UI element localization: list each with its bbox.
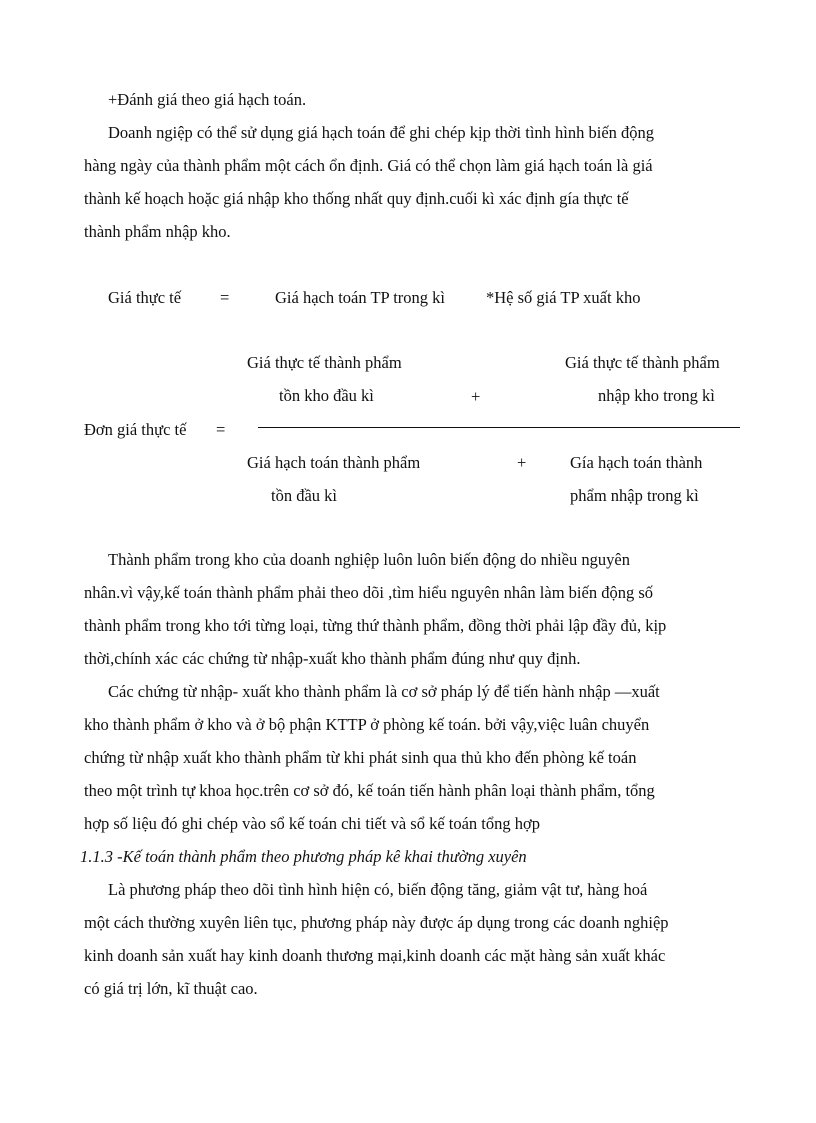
numerator-plus: + (471, 387, 481, 406)
text-line: kho thành phẩm ở kho và ở bộ phận KTTP ở phòng kế toán. bởi vậy,việc luân chuyển (84, 715, 650, 734)
text-line: thời,chính xác các chứng từ nhập-xuất kho thành phẩm đúng như quy định. (84, 649, 581, 668)
text-line: theo một trình tự khoa học.trên cơ sở đó, kế toán tiến hành phân loại thành phẩm, tổng (84, 781, 655, 800)
text-line: thành kế hoạch hoặc giá nhập kho thống nhất quy định.cuối kì xác định gía thực tế (84, 189, 629, 208)
text-line: kinh doanh sản xuất hay kinh doanh thương mại,kinh doanh các mặt hàng sản xuất khác (84, 946, 666, 965)
text-line: Thành phẩm trong kho của doanh nghiệp luôn luôn biến động do nhiều nguyên (108, 550, 630, 569)
numerator-left: Giá thực tế thành phẩm (247, 353, 402, 372)
denominator-right: phẩm nhập trong kì (570, 486, 699, 505)
formula-lhs: Đơn giá thực tế (84, 420, 187, 439)
formula-equals: = (220, 288, 230, 307)
text-line: hàng ngày của thành phẩm một cách ổn định. Giá có thể chọn làm giá hạch toán là giá (84, 156, 653, 175)
text-line: Doanh ngiệp có thể sử dụng giá hạch toán để ghi chép kịp thời tình hình biến động (108, 123, 655, 142)
numerator-right: Giá thực tế thành phẩm (565, 353, 720, 372)
formula-term: Giá hạch toán TP trong kì (275, 288, 446, 307)
section-heading: 1.1.3 -Kế toán thành phẩm theo phương pháp kê khai thường xuyên (80, 847, 527, 866)
fraction-bar (258, 427, 740, 428)
formula-lhs: Giá thực tế (108, 288, 182, 307)
numerator-right: nhập kho trong kì (598, 386, 715, 405)
text-line: +Đánh giá theo giá hạch toán. (108, 90, 307, 109)
text-line: hợp số liệu đó ghi chép vào sổ kế toán chi tiết và sổ kế toán tổng hợp (84, 814, 540, 833)
formula-term: *Hệ số giá TP xuất kho (486, 288, 641, 307)
text-line: Các chứng từ nhập- xuất kho thành phẩm là cơ sở pháp lý để tiến hành nhập —xuất (108, 682, 660, 701)
text-line: thành phẩm trong kho tới từng loại, từng thứ thành phẩm, đồng thời phải lập đầy đủ, kịp (84, 616, 667, 635)
text-line: một cách thường xuyên liên tục, phương pháp này được áp dụng trong các doanh nghiệp (84, 913, 669, 932)
denominator-left: Giá hạch toán thành phẩm (247, 453, 421, 472)
numerator-left: tồn kho đầu kì (279, 386, 374, 405)
formula-equals: = (216, 420, 226, 439)
text-line: có giá trị lớn, kĩ thuật cao. (84, 979, 258, 998)
denominator-right: Gía hạch toán thành (570, 453, 703, 472)
text-line: chứng từ nhập xuất kho thành phẩm từ khi phát sinh qua thủ kho đến phòng kế toán (84, 748, 637, 767)
text-line: thành phẩm nhập kho. (84, 222, 231, 241)
denominator-plus: + (517, 453, 527, 472)
text-line: Là phương pháp theo dõi tình hình hiện có, biến động tăng, giảm vật tư, hàng hoá (108, 880, 648, 899)
text-line: nhân.vì vậy,kế toán thành phẩm phải theo dõi ,tìm hiểu nguyên nhân làm biến động số (84, 583, 653, 602)
denominator-left: tồn đầu kì (271, 486, 337, 505)
